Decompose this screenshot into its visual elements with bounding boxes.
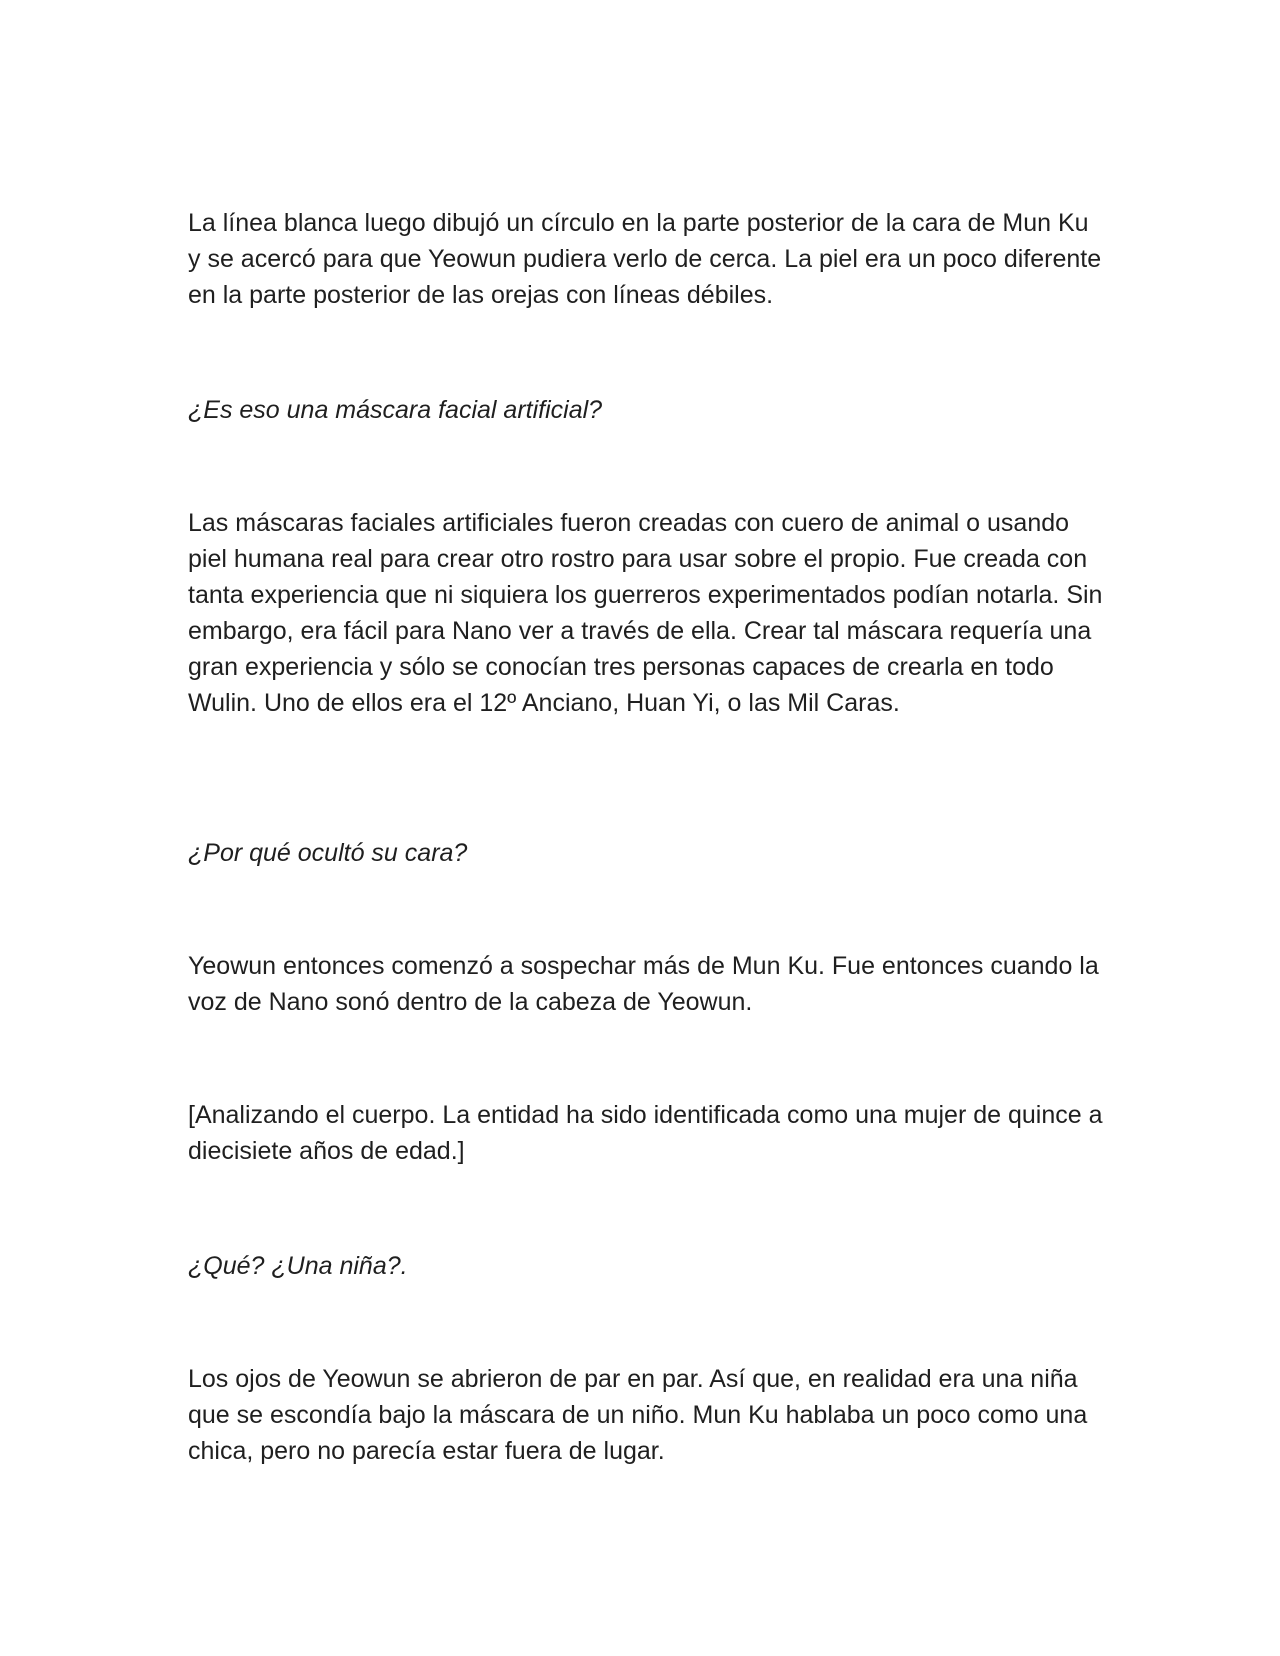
paragraph-eyes-opened: Los ojos de Yeowun se abrieron de par en par. Así que, en realidad era una niña que se escondía bajo la máscara de un niño. Mun Ku hablaba un poco como una chica, pero no parecía estar fuera de lugar. <box>188 1365 1088 1465</box>
paragraph-suspicion: Yeowun entonces comenzó a sospechar más de Mun Ku. Fue entonces cuando la voz de Nano sonó dentro de la cabeza de Yeowun. <box>188 952 1099 1016</box>
thought-a-girl: ¿Qué? ¿Una niña?. <box>188 1252 408 1280</box>
paragraph-white-line: La línea blanca luego dibujó un círculo en la parte posterior de la cara de Mun Ku y se acercó para que Yeowun pudiera verlo de cerca. La piel era un poco diferente en la parte posterior de las orejas con líneas débiles. <box>188 209 1102 309</box>
paragraph-mask-description: Las máscaras faciales artificiales fueron creadas con cuero de animal o usando piel humana real para crear otro rostro para usar sobre el propio. Fue creada con tanta experiencia que ni siquiera los guerreros experimentados podían notarla. Sin embargo, era fácil para Nano ver a través de ella. Crear tal máscara requería una gran experiencia y sólo se conocían tres personas capaces de crearla en todo Wulin. Uno de ellos era el 12º Anciano, Huan Yi, o las Mil Caras. <box>188 509 1103 717</box>
paragraph-nano-analysis: [Analizando el cuerpo. La entidad ha sido identificada como una mujer de quince a diecisiete años de edad.] <box>188 1101 1103 1165</box>
thought-artificial-mask: ¿Es eso una máscara facial artificial? <box>188 396 603 424</box>
thought-why-hide-face: ¿Por qué ocultó su cara? <box>188 839 468 867</box>
